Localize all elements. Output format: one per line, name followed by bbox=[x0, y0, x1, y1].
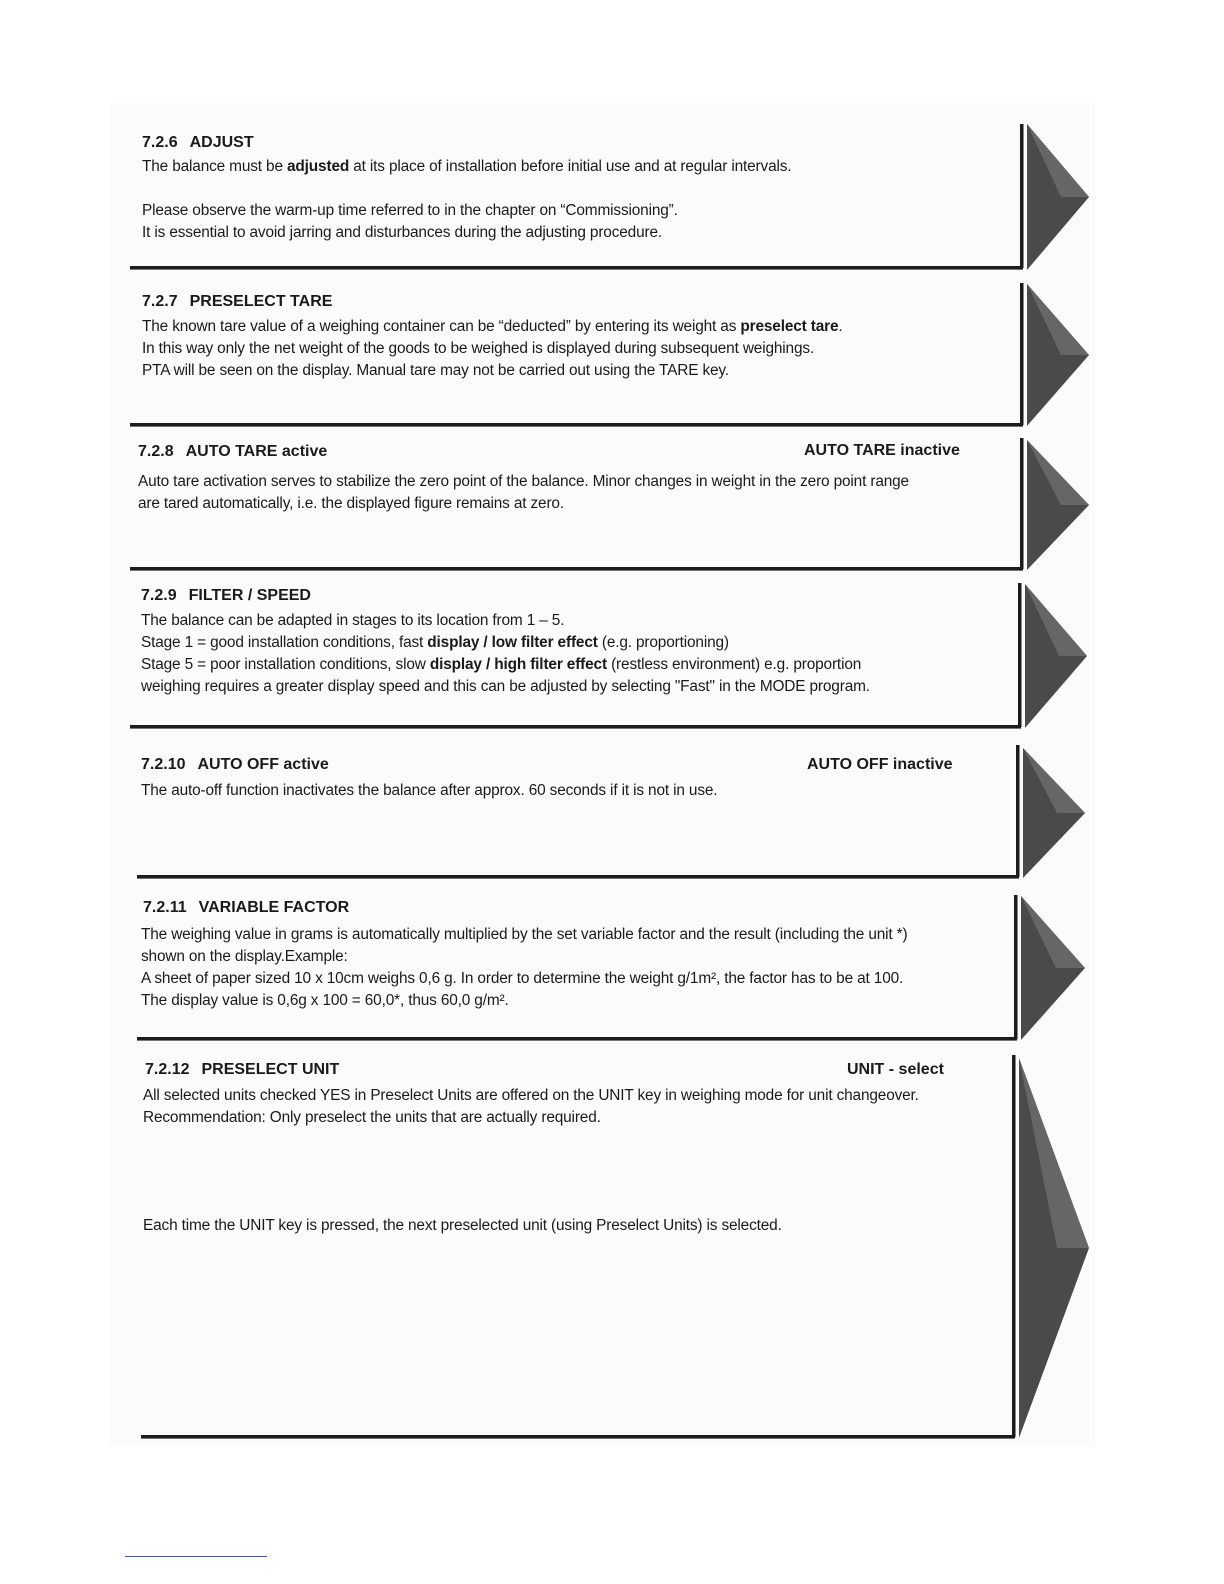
section-number: 7.2.11 bbox=[143, 899, 187, 916]
section-number: 7.2.8 bbox=[138, 443, 174, 460]
body-line: A sheet of paper sized 10 x 10cm weighs 0,6 g. In order to determine the weight g/1m², the factor has to be at 100. bbox=[141, 970, 904, 987]
chevron-right-icon bbox=[1021, 896, 1087, 1040]
body-line bbox=[143, 1195, 919, 1215]
body-line bbox=[143, 1151, 919, 1173]
body-line: are tared automatically, i.e. the displayed figure remains at zero. bbox=[138, 495, 564, 512]
section-heading-7-2-8 bbox=[138, 443, 327, 461]
section-divider bbox=[141, 1435, 1015, 1438]
section-divider bbox=[130, 725, 1021, 728]
section-heading-7-2-7 bbox=[142, 293, 332, 311]
body-line: In this way only the net weight of the goods to be weighed is displayed during subsequent weighings. bbox=[142, 340, 815, 357]
body-line: The weighing value in grams is automatically multiplied by the set variable factor and the result (including the unit *) bbox=[141, 926, 908, 943]
section-body-7-2-7 bbox=[142, 316, 843, 382]
section-edge bbox=[1018, 583, 1021, 727]
body-line: Each time the UNIT key is pressed, the next preselected unit (using Preselect Units) is selected. bbox=[143, 1217, 782, 1234]
body-line: The auto-off function inactivates the balance after approx. 60 seconds if it is not in use. bbox=[141, 782, 718, 799]
section-title: VARIABLE FACTOR bbox=[198, 899, 350, 916]
section-edge bbox=[1014, 895, 1017, 1039]
section-body-7-2-8 bbox=[138, 471, 909, 515]
body-line: Please observe the warm-up time referred to in the chapter on “Commissioning”. bbox=[142, 202, 678, 219]
footnote-separator bbox=[125, 1556, 267, 1557]
section-title: PRESELECT TARE bbox=[189, 293, 333, 310]
section-number: 7.2.12 bbox=[145, 1061, 190, 1078]
body-line: weighing requires a greater display speed and this can be adjusted by selecting "Fast" in the MODE program. bbox=[141, 678, 870, 695]
section-number: 7.2.10 bbox=[141, 756, 186, 773]
section-body-7-2-10 bbox=[141, 780, 717, 802]
body-line: The known tare value of a weighing container can be “deducted” by entering its weight as preselect tare. bbox=[142, 318, 843, 335]
section-number: 7.2.9 bbox=[141, 587, 177, 604]
section-edge bbox=[1012, 1055, 1015, 1437]
section-title: FILTER / SPEED bbox=[188, 587, 311, 604]
section-edge bbox=[1020, 124, 1023, 268]
chevron-right-icon bbox=[1023, 748, 1087, 878]
section-divider bbox=[137, 1037, 1017, 1040]
section-option-heading: AUTO TARE inactive bbox=[804, 442, 960, 459]
body-line bbox=[143, 1173, 919, 1195]
section-body-7-2-9 bbox=[141, 610, 870, 698]
section-heading-7-2-10 bbox=[141, 756, 329, 774]
body-line: It is essential to avoid jarring and disturbances during the adjusting procedure. bbox=[142, 224, 662, 241]
section-divider bbox=[137, 875, 1019, 878]
section-edge bbox=[1016, 745, 1019, 877]
section-body-7-2-12 bbox=[143, 1085, 919, 1237]
chevron-right-icon bbox=[1027, 284, 1091, 426]
body-line: The balance must be adjusted at its place of installation before initial use and at regular intervals. bbox=[142, 158, 792, 175]
section-number: 7.2.6 bbox=[142, 134, 178, 151]
section-divider bbox=[130, 266, 1023, 269]
section-option-heading: UNIT - select bbox=[847, 1061, 944, 1078]
section-edge bbox=[1020, 438, 1023, 569]
section-title: AUTO OFF active bbox=[197, 756, 329, 773]
body-line: Recommendation: Only preselect the units that are actually required. bbox=[143, 1109, 601, 1126]
section-divider bbox=[130, 567, 1023, 570]
section-number: 7.2.7 bbox=[142, 293, 178, 310]
body-line bbox=[143, 1129, 919, 1151]
section-heading-7-2-12 bbox=[145, 1061, 339, 1079]
chevron-right-icon bbox=[1027, 440, 1091, 570]
section-divider bbox=[130, 423, 1023, 426]
section-edge bbox=[1020, 283, 1023, 425]
body-line: PTA will be seen on the display. Manual tare may not be carried out using the TARE key. bbox=[142, 362, 729, 379]
body-line: shown on the display.Example: bbox=[141, 948, 348, 965]
body-line: Stage 1 = good installation conditions, fast display / low filter effect (e.g. proportioning) bbox=[141, 634, 729, 651]
section-heading-7-2-9 bbox=[141, 587, 311, 605]
section-title: PRESELECT UNIT bbox=[201, 1061, 340, 1078]
section-body-7-2-11 bbox=[141, 924, 907, 1012]
section-heading-7-2-6 bbox=[142, 134, 254, 152]
body-line: Stage 5 = poor installation conditions, slow display / high filter effect (restless environment) e.g. proportion bbox=[141, 656, 862, 673]
body-line: All selected units checked YES in Preselect Units are offered on the UNIT key in weighing mode for unit changeover. bbox=[143, 1087, 919, 1104]
body-line: The balance can be adapted in stages to its location from 1 – 5. bbox=[141, 612, 565, 629]
chevron-right-icon bbox=[1025, 584, 1089, 728]
body-line: Auto tare activation serves to stabilize the zero point of the balance. Minor changes in weight in the zero point range bbox=[138, 473, 909, 490]
body-line: The display value is 0,6g x 100 = 60,0*, thus 60,0 g/m². bbox=[141, 992, 509, 1009]
section-title: ADJUST bbox=[189, 134, 254, 151]
section-option-heading: AUTO OFF inactive bbox=[807, 756, 953, 773]
chevron-right-icon bbox=[1027, 124, 1091, 270]
section-title: AUTO TARE active bbox=[185, 443, 328, 460]
body-line bbox=[142, 178, 791, 200]
section-body-7-2-6 bbox=[142, 156, 791, 244]
section-heading-7-2-11 bbox=[143, 899, 349, 917]
chevron-right-icon bbox=[1019, 1058, 1091, 1438]
